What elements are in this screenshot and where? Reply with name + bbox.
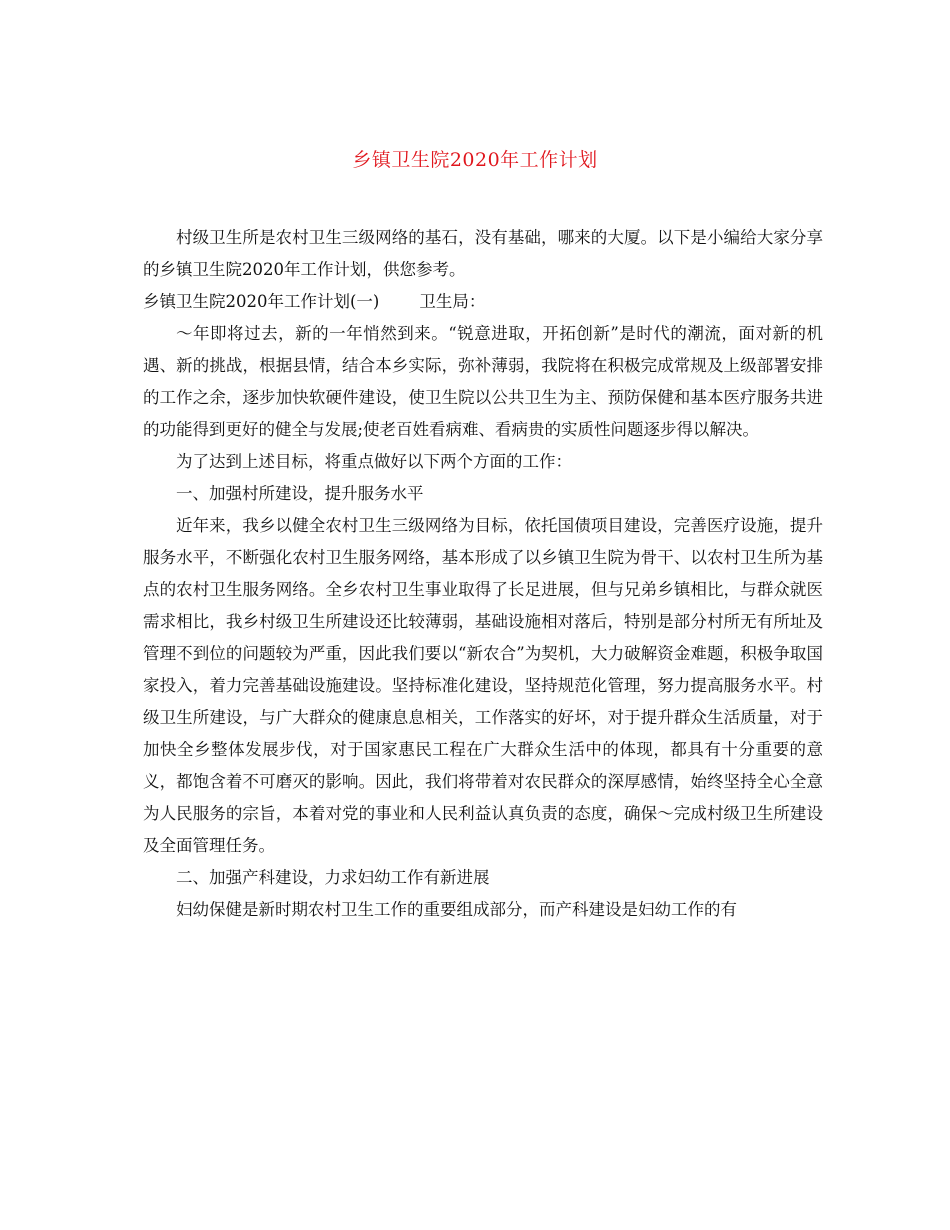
paragraph-4: 妇幼保健是新时期农村卫生工作的重要组成部分，而产科建设是妇幼工作的有 bbox=[176, 900, 737, 919]
section-2-heading: 二、加强产科建设，力求妇幼工作有新进展 bbox=[176, 868, 490, 887]
document-title: 乡镇卫生院2020年工作计划 bbox=[352, 149, 598, 171]
paragraph-1: ～年即将过去，新的一年悄然到来。“锐意进取，开拓创新”是时代的潮流，面对新的机遇、新的挑战，根据县情，结合本乡实际，弥补薄弱，我院将在积极完成常规及上级部署安排的工作之余，逐步加快软硬件建设，使卫生院以公共卫生为主、预防保健和基本医疗服务共进的功能得到更好的健全与发展;使老百姓看病难、看病贵的实质性问题逐步得以解决。 bbox=[143, 324, 823, 439]
plan-heading-line bbox=[143, 286, 823, 318]
plan-addressee: 卫生局： bbox=[419, 292, 486, 311]
paragraph-2: 为了达到上述目标，将重点做好以下两个方面的工作： bbox=[176, 452, 572, 471]
paragraph-3: 近年来，我乡以健全农村卫生三级网络为目标，依托国债项目建设，完善医疗设施，提升服务水平，不断强化农村卫生服务网络，基本形成了以乡镇卫生院为骨干、以农村卫生所为基点的农村卫生服务网络。全乡农村卫生事业取得了长足进展，但与兄弟乡镇相比，与群众就医需求相比，我乡村级卫生所建设还比较薄弱，基础设施相对落后，特别是部分村所无有所址及管理不到位的问题较为严重，因此我们要以“新农合”为契机，大力破解资金难题，积极争取国家投入，着力完善基础设施建设。坚持标准化建设，坚持规范化管理，努力提高服务水平。村级卫生所建设，与广大群众的健康息息相关，工作落实的好坏，对于提升群众生活质量，对于加快全乡整体发展步伐，对于国家惠民工程在广大群众生活中的体现，都具有十分重要的意义，都饱含着不可磨灭的影响。因此，我们将带着对农民群众的深厚感情，始终坚持全心全意为人民服务的宗旨，本着对党的事业和人民利益认真负责的态度，确保～完成村级卫生所建设及全面管理任务。 bbox=[143, 516, 823, 855]
plan-heading: 乡镇卫生院2020年工作计划(一) bbox=[143, 292, 380, 311]
intro-paragraph: 村级卫生所是农村卫生三级网络的基石，没有基础，哪来的大厦。以下是小编给大家分享的乡镇卫生院2020年工作计划，供您参考。 bbox=[143, 228, 823, 279]
document-body bbox=[143, 222, 823, 926]
section-1-heading: 一、加强村所建设，提升服务水平 bbox=[176, 484, 424, 503]
